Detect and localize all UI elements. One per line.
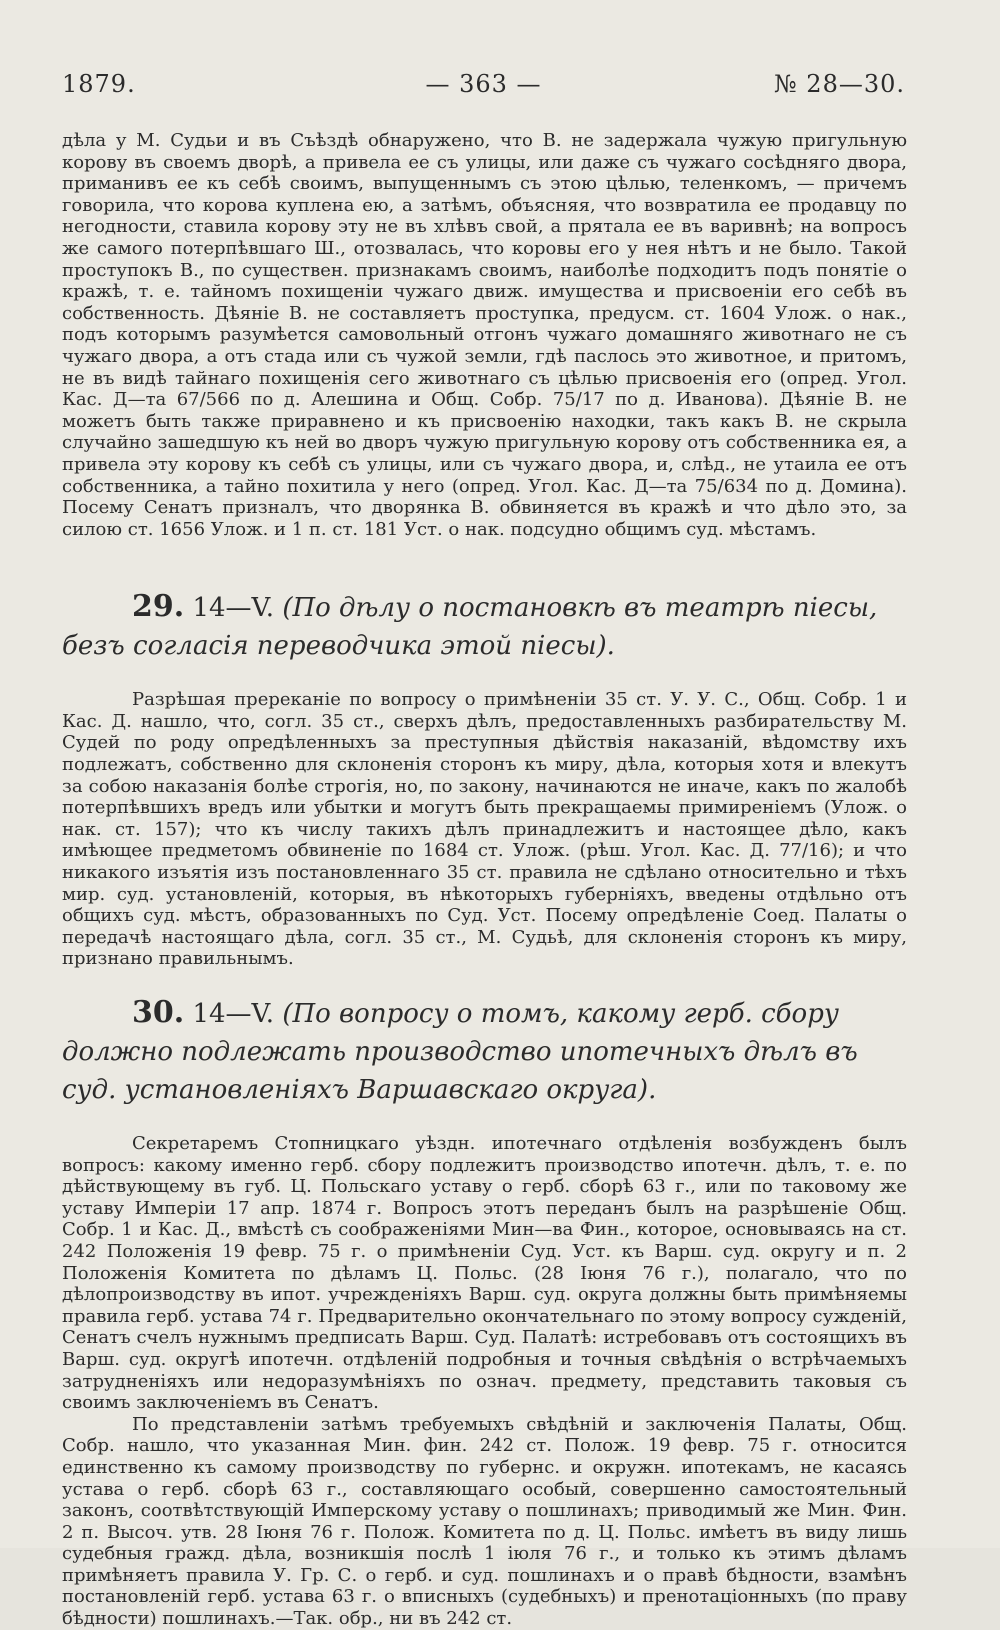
page-body: [62, 130, 907, 1630]
page-header: [62, 70, 905, 98]
section-title: (По вопросу о томъ, какому герб. сбору должно подлежать производство ипотечныхъ дѣлъ въ суд. установленіяхъ Варшавскаго округа).: [62, 999, 858, 1105]
paragraph-29: Разрѣшая пререканіе по вопросу о примѣненіи 35 ст. У. У. С., Общ. Собр. 1 и Кас. Д. нашло, что, согл. 35 ст., сверхъ дѣлъ, предоставленныхъ разбирательству М. Судей по роду опредѣленныхъ за преступныя дѣйствія наказаній, вѣдомству ихъ подлежатъ, собственно для склоненія сторонъ къ миру, дѣла, которыя хотя и влекутъ за собою наказанія болѣе строгія, но, по закону, начинаются не иначе, какъ по жалобѣ потерпѣвшихъ вредъ или убытки и могутъ быть прекращаемы примиреніемъ (Улож. о нак. ст. 157); что къ числу такихъ дѣлъ принадлежитъ и настоящее дѣло, какъ имѣющее предметомъ обвиненіе по 1684 ст. Улож. (рѣш. Угол. Кас. Д. 77/16); и что никакого изъятія изъ постановленнаго 35 ст. правила не сдѣлано относительно и тѣхъ мир. суд. установленій, которыя, въ нѣкоторыхъ губерніяхъ, введены отдѣльно отъ общихъ суд. мѣстъ, образованныхъ по Суд. Уст. Посему опредѣленіе Соед. Палаты о передачѣ настоящаго дѣла, согл. 35 ст., М. Судьѣ, для склоненія сторонъ къ миру, признано правильнымъ.: [62, 689, 907, 970]
header-issue: № 28—30.: [773, 70, 905, 98]
section-number: 29.: [132, 589, 185, 625]
paragraph-30a: Секретаремъ Стопницкаго уѣздн. ипотечнаго отдѣленія возбужденъ былъ вопросъ: какому именно герб. сбору подлежитъ производство ипотечн. дѣлъ, т. е. по дѣйствующему въ губ. Ц. Польскаго уставу о герб. сборѣ 63 г., или по таковому же уставу Имперіи 17 апр. 1874 г. Вопросъ этотъ переданъ былъ на разрѣшеніе Общ. Собр. 1 и Кас. Д., вмѣстѣ съ соображеніями Мин—ва Фин., которое, основываясь на ст. 242 Положенія 19 февр. 75 г. о примѣненіи Суд. Уст. къ Варш. суд. округу и п. 2 Положенія Комитета по дѣламъ Ц. Польс. (28 Іюня 76 г.), полагало, что по дѣлопроизводству въ ипот. учрежденіяхъ Варш. суд. округа должны быть примѣняемы правила герб. устава 74 г. Предварительно окончательнаго по этому вопросу сужденій, Сенатъ счелъ нужнымъ предписать Варш. Суд. Палатѣ: истребовавъ отъ состоящихъ въ Варш. суд. округѣ ипотечн. отдѣленій подробныя и точныя свѣдѣнія о встрѣчаемыхъ затрудненіяхъ или недоразумѣніяхъ по означ. предмету, представить таковыя съ своимъ заключеніемъ въ Сенатъ.: [62, 1133, 907, 1414]
section-number: 30.: [132, 995, 185, 1030]
section-heading-30: [62, 994, 907, 1109]
header-page-number: — 363 —: [425, 70, 542, 98]
paragraph-28-continued: дѣла у М. Судьи и въ Съѣздѣ обнаружено, что В. не задержала чужую пригульную корову въ своемъ дворѣ, а привела ее съ улицы, или даже съ чужаго сосѣдняго двора, приманивъ ее къ себѣ своимъ, выпущеннымъ съ этою цѣлью, теленкомъ, — причемъ говорила, что корова куплена ею, а затѣмъ, объясняя, что возвратила ее продавцу по негодности, ставила корову эту не въ хлѣвъ свой, а прятала ее въ варивнѣ; на вопросъ же самого потерпѣвшаго Ш., отозвалась, что коровы его у нея нѣтъ и не было. Такой проступокъ В., по существен. признакамъ своимъ, наиболѣе подходитъ подъ понятіе о кражѣ, т. е. тайномъ похищеніи чужаго движ. имущества и присвоеніи его себѣ въ собственность. Дѣяніе В. не составляетъ проступка, предусм. ст. 1604 Улож. о нак., подъ которымъ разумѣется самовольный отгонъ чужаго домашняго животнаго не съ чужаго двора, а отъ стада или съ чужой земли, гдѣ паслось это животное, и притомъ, не въ видѣ тайнаго похищенія сего животнаго съ цѣлью присвоенія его (опред. Угол. Кас. Д—та 67/566 по д. Алешина и Общ. Собр. 75/17 по д. Иванова). Дѣяніе В. не можетъ быть также приравнено и къ присвоенію находки, такъ какъ В. не скрыла случайно зашедшую къ ней во дворъ чужую пригульную корову отъ собственника ея, а привела эту корову къ себѣ съ улицы, или съ чужаго двора, и, слѣд., не утаила ее отъ собственника, а тайно похитила у него (опред. Угол. Кас. Д—та 75/634 по д. Домина). Посему Сенатъ призналъ, что дворянка В. обвиняется въ кражѣ и что дѣло это, за силою ст. 1656 Улож. и 1 п. ст. 181 Уст. о нак. подсудно общимъ суд. мѣстамъ.: [62, 130, 907, 540]
section-date: 14—V.: [184, 593, 283, 624]
section-title: (По дѣлу о постановкѣ въ театрѣ піесы, безъ согласія переводчика этой піесы).: [62, 593, 878, 662]
paragraph-30b: По представленіи затѣмъ требуемыхъ свѣдѣній и заключенія Палаты, Общ. Собр. нашло, что указанная Мин. фин. 242 ст. Полож. 19 февр. 75 г. относится единственно къ самому производству по губернс. и окружн. ипотекамъ, не касаясь устава о герб. сборѣ 63 г., составляющаго особый, совершенно самостоятельный законъ, соотвѣтствующій Имперскому уставу о пошлинахъ; приводимый же Мин. Фин. 2 п. Высоч. утв. 28 Іюня 76 г. Полож. Комитета по д. Ц. Польс. имѣетъ въ виду лишь судебныя гражд. дѣла, возникшія послѣ 1 іюля 76 г., и только къ этимъ дѣламъ примѣняетъ правила У. Гр. С. о герб. и суд. пошлинахъ и о правѣ бѣдности, взамѣнъ постановленій герб. устава 63 г. о вписныхъ (судебныхъ) и пренотаціонныхъ (по праву бѣдности) пошлинахъ.—Так. обр., ни въ 242 ст.: [62, 1413, 907, 1630]
section-date: 14—V.: [184, 999, 283, 1029]
header-year: 1879.: [62, 70, 136, 98]
section-heading-29: [62, 588, 907, 665]
